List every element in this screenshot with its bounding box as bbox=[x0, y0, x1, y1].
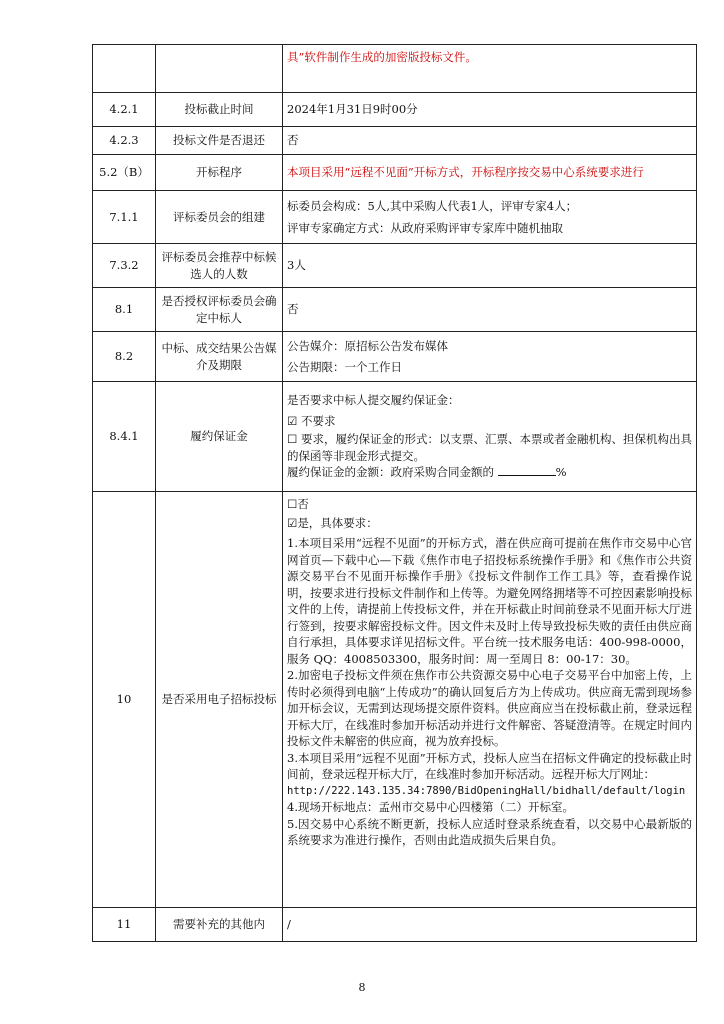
page-number: 8 bbox=[358, 981, 366, 994]
bond-option-required bbox=[287, 431, 692, 464]
option-label: 要求，履约保证金的形式：以支票、汇票、本票或者金融机构、担保机构出具的保函等非现金形式提交。 bbox=[287, 432, 693, 463]
requirement-3: 3.本项目采用“远程不见面”开标方式，投标人应当在招标文件确定的投标截止时间前，登录远程开标大厅，在线准时参加开标活动。远程开标大厅网址： bbox=[287, 750, 692, 781]
clause-number: 8.1 bbox=[93, 288, 156, 332]
clause-label: 中标、成交结果公告媒介及期限 bbox=[156, 332, 283, 382]
requirement-4: 4.现场开标地点：孟州市交易中心四楼第（二）开标室。 bbox=[287, 800, 574, 814]
table-row bbox=[93, 127, 697, 155]
bid-data-table bbox=[92, 44, 697, 942]
announcement-media: 公告媒介：原招标公告发布媒体 bbox=[287, 338, 448, 353]
e-bid-option-no bbox=[287, 496, 692, 513]
e-bid-option-yes bbox=[287, 515, 692, 532]
bond-amount bbox=[287, 464, 692, 481]
table-row bbox=[93, 155, 697, 191]
option-label: 不要求 bbox=[300, 413, 336, 428]
unchecked-box-icon: ☐ bbox=[287, 497, 298, 511]
option-label: 是，具体要求： bbox=[297, 515, 378, 530]
clause-content: 具”软件制作生成的加密版投标文件。 bbox=[283, 45, 697, 93]
committee-composition: 标委员会构成：5人,其中采购人代表1人，评审专家4人； bbox=[287, 198, 578, 213]
clause-content: / bbox=[283, 908, 697, 942]
clause-number: 7.3.2 bbox=[93, 244, 156, 288]
clause-label: 投标文件是否退还 bbox=[156, 127, 283, 155]
table-row bbox=[93, 908, 697, 942]
unchecked-box-icon: ☐ bbox=[287, 432, 298, 447]
clause-content: 否 bbox=[283, 127, 697, 155]
clause-label: 评标委员会推荐中标候选人的人数 bbox=[156, 244, 283, 288]
clause-label: 投标截止时间 bbox=[156, 93, 283, 127]
clause-content: 2024年1月31日9时00分 bbox=[283, 93, 697, 127]
bond-option-not-required bbox=[287, 413, 692, 430]
clause-content: 3人 bbox=[283, 244, 697, 288]
table-row bbox=[93, 492, 697, 908]
percent-sign: % bbox=[555, 465, 567, 480]
option-label: 否 bbox=[297, 497, 309, 511]
table-row bbox=[93, 45, 697, 93]
table-row bbox=[93, 382, 697, 492]
clause-label: 开标程序 bbox=[156, 155, 283, 191]
clause-label bbox=[156, 45, 283, 93]
clause-number: 11 bbox=[93, 908, 156, 942]
clause-content bbox=[283, 332, 697, 382]
clause-number: 4.2.3 bbox=[93, 127, 156, 155]
expert-selection: 评审专家确定方式：从政府采购评审专家库中随机抽取 bbox=[287, 221, 563, 235]
amount-label: 履约保证金的金额：政府采购合同金额的 bbox=[287, 465, 494, 480]
checked-box-icon: ☑ bbox=[287, 515, 298, 530]
checked-box-icon: ☑ bbox=[287, 413, 298, 428]
table-row bbox=[93, 288, 697, 332]
clause-label: 是否授权评标委员会确定中标人 bbox=[156, 288, 283, 332]
requirement-5: 5.因交易中心系统不断更新，投标人应适时登录系统查看，以交易中心最新版的系统要求为准进行操作，否则由此造成损失后果自负。 bbox=[287, 816, 692, 847]
clause-content bbox=[283, 492, 697, 908]
clause-number: 8.4.1 bbox=[93, 382, 156, 492]
clause-label: 需要补充的其他内 bbox=[156, 908, 283, 942]
requirement-2: 2.加密电子投标文件须在焦作市公共资源交易中心电子交易平台中加密上传，上传时必须得到电脑“上传成功”的确认回复后方为上传成功。供应商无需到现场参加开标会议，无需到达现场提交原件资料。供应商应当在投标截止前，登录远程开标大厅，在线准时参加开标活动并进行文件解密、答疑澄清等。在规定时间内投标文件未解密的供应商，视为放弃投标。 bbox=[287, 668, 692, 748]
clause-content bbox=[283, 191, 697, 244]
requirement-1: 1.本项目采用“远程不见面”的开标方式，潜在供应商可提前在焦作市交易中心官网首页—下载中心—下载《焦作市电子招投标系统操作手册》和《焦作市公共资源交易平台不见面开标操作手册》《投标文件制作工作工具》等，查看操作说明，按要求进行投标文件制作和上传等。为避免网络拥堵等不可控因素影响投标文件的上传，请提前上传投标文件，并在开标截止时间前登录不见面开标大厅进行签到，按要求解密投标文件。因文件未及时上传导致投标失败的责任由供应商自行承担，具体要求详见招标文件。平台统一技术服务电话：400-998-0000，服务 QQ：4008503300，服务时间：周一至周日 8：00-17：30。 bbox=[287, 536, 692, 666]
table-row bbox=[93, 93, 697, 127]
remote-hall-url: http://222.143.135.34:7890/BidOpeningHall/bidhall/default/login bbox=[287, 784, 686, 797]
clause-content bbox=[283, 382, 697, 492]
clause-content: 否 bbox=[283, 288, 697, 332]
clause-content: 本项目采用“远程不见面”开标方式，开标程序按交易中心系统要求进行 bbox=[283, 155, 697, 191]
clause-number: 5.2（B） bbox=[93, 155, 156, 191]
table-row bbox=[93, 244, 697, 288]
amount-blank bbox=[498, 464, 556, 476]
announcement-period: 公告期限：一个工作日 bbox=[287, 360, 402, 374]
clause-number: 8.2 bbox=[93, 332, 156, 382]
clause-number bbox=[93, 45, 156, 93]
clause-number: 10 bbox=[93, 492, 156, 908]
table-row bbox=[93, 332, 697, 382]
clause-label: 履约保证金 bbox=[156, 382, 283, 492]
bond-question: 是否要求中标人提交履约保证金： bbox=[287, 393, 460, 408]
clause-label: 是否采用电子招标投标 bbox=[156, 492, 283, 908]
table-row bbox=[93, 191, 697, 244]
clause-number: 4.2.1 bbox=[93, 93, 156, 127]
clause-label: 评标委员会的组建 bbox=[156, 191, 283, 244]
clause-number: 7.1.1 bbox=[93, 191, 156, 244]
